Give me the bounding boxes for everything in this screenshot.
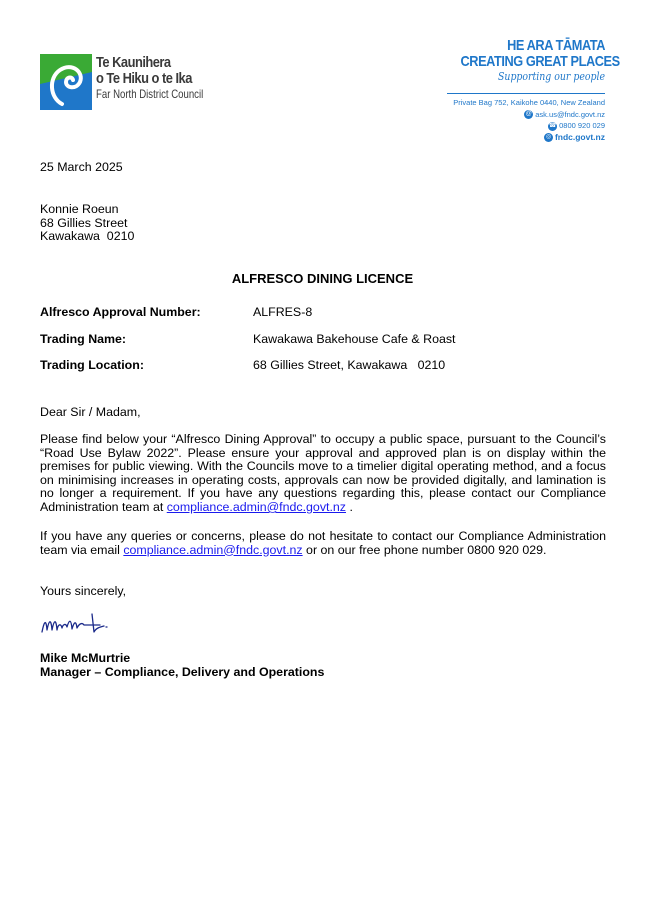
signature-image (40, 608, 140, 638)
letter-date: 25 March 2025 (40, 160, 123, 174)
salutation: Dear Sir / Madam, (40, 405, 141, 419)
contact-email[interactable]: ask.us@fndc.govt.nz (535, 109, 605, 119)
header-divider (447, 93, 605, 94)
contact-web[interactable]: fndc.govt.nz (554, 131, 605, 142)
signatory-name: Mike McMurtrie (40, 651, 131, 665)
tagline-line-1: HE ARA TĀMATA (507, 37, 605, 54)
contact-phone: 0800 920 029 (559, 121, 605, 130)
paragraph-2-end: or on our free phone number 0800 920 029. (302, 542, 547, 557)
closing: Yours sincerely, (40, 584, 127, 598)
tagline-line-3: Supporting our people (498, 70, 605, 83)
paragraph-1-end: . (346, 499, 353, 514)
contact-block (453, 97, 605, 143)
approval-number-value: ALFRES-8 (253, 305, 313, 319)
logo-line-3: Far North District Council (96, 87, 204, 101)
trading-location-label: Trading Location: (40, 358, 144, 372)
paragraph-2-text: If you have any queries or concerns, please do not hesitate to contact our Compliance Administration team via email (40, 529, 606, 557)
logo-line-2: o Te Hiku o te Ika (96, 70, 192, 87)
compliance-email-link-2[interactable]: compliance.admin@fndc.govt.nz (123, 542, 303, 557)
body-paragraph-1 (40, 433, 606, 515)
email-icon: @ (525, 111, 532, 118)
recipient-name: Konnie Roeun (40, 202, 119, 216)
globe-icon: ◎ (545, 133, 552, 140)
approval-number-label: Alfresco Approval Number: (40, 305, 201, 319)
recipient-town: Kawakawa 0210 (40, 229, 135, 243)
recipient-street: 68 Gillies Street (40, 215, 128, 230)
koru-logo-icon (40, 54, 92, 110)
logo-line-1: Te Kaunihera (96, 54, 171, 71)
signatory-title: Manager – Compliance, Delivery and Operations (40, 664, 325, 679)
council-logo (40, 54, 210, 114)
trading-name-label: Trading Name: (40, 332, 127, 346)
paragraph-1-text: Please find below your “Alfresco Dining Approval” to occupy a public space, pursuant to the Council’s “Road Use Bylaw 2022”. Please ensure your approval and approved plan is on display within the premises for public viewing. With the Councils move to a timelier digital operating method, and a focus on minimising increases in operating costs, approvals can now be provided digitally, and lamination is no longer a requirement. If you have any questions regarding this, please contact our Compliance Administration team at (40, 432, 606, 514)
body-paragraph-2 (40, 530, 606, 557)
compliance-email-link-1[interactable]: compliance.admin@fndc.govt.nz (166, 499, 346, 514)
trading-name-value: Kawakawa Bakehouse Cafe & Roast (253, 332, 456, 346)
tagline-line-2: CREATING GREAT PLACES (460, 53, 620, 70)
contact-address: Private Bag 752, Kaikohe 0440, New Zealand (453, 98, 605, 107)
trading-location-value: 68 Gillies Street, Kawakawa 0210 (253, 358, 446, 372)
phone-icon: ☎ (548, 122, 557, 129)
letter-title: ALFRESCO DINING LICENCE (231, 271, 414, 286)
tagline (435, 37, 620, 84)
